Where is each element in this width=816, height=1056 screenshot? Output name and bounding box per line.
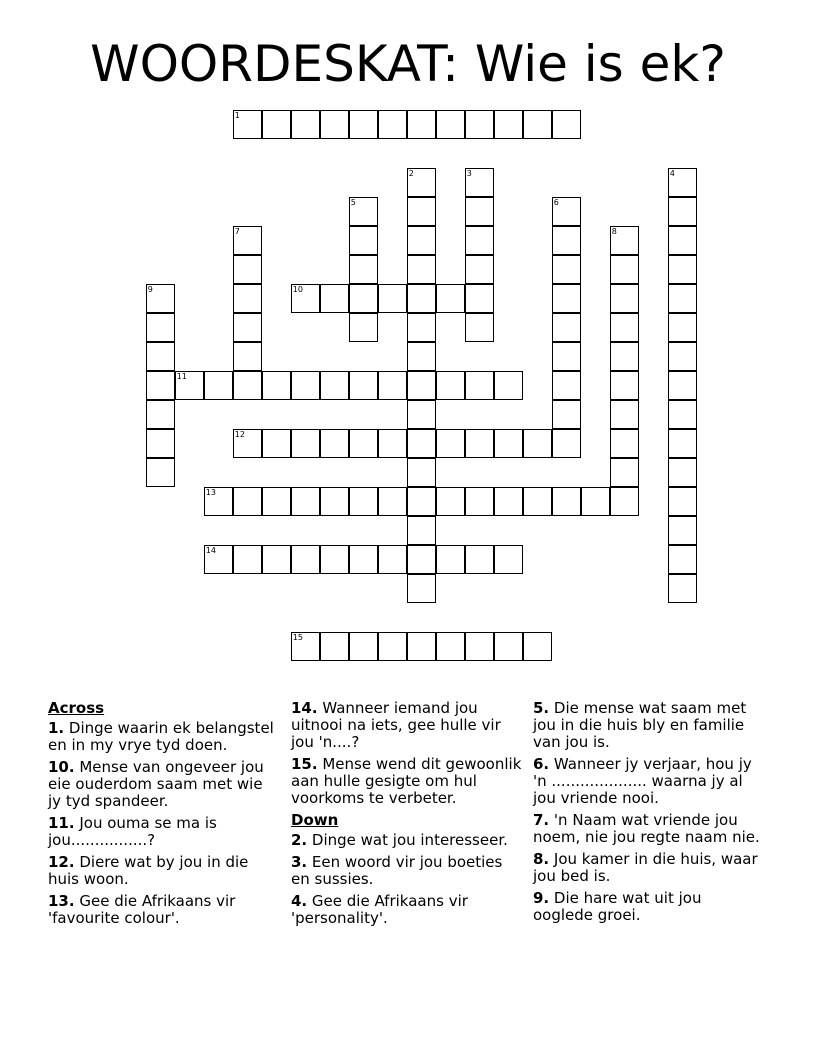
grid-cell[interactable] [668,255,697,284]
clue-down-6: 6. Wanneer jy verjaar, hou jy 'n .................... waarna jy al jou vriende nooi. [533,755,752,807]
grid-cell[interactable] [552,284,581,313]
clue-number: 3 [466,168,472,178]
page-title: WOORDESKAT: Wie is ek? [90,35,726,93]
grid-cell[interactable] [552,226,581,255]
grid-cell[interactable] [291,545,320,574]
grid-cell[interactable] [349,226,378,255]
grid-cell[interactable] [262,487,291,516]
grid-cell[interactable] [407,545,436,574]
grid-cell[interactable] [175,371,204,400]
clue-across-15: 15. Mense wend dit gewoonlik aan hulle gesigte om hul voorkoms te verbeter. [291,755,522,807]
grid-cell[interactable] [610,226,639,255]
grid-cell[interactable] [465,313,494,342]
grid-cell[interactable] [262,545,291,574]
grid-cell[interactable] [407,487,436,516]
grid-cell[interactable] [668,400,697,429]
clue-number: 12 [234,429,245,439]
grid-cell[interactable] [407,168,436,197]
clue-down-3: 3. Een woord vir jou boeties en sussies. [291,853,503,888]
grid-cell[interactable] [233,371,262,400]
grid-cell[interactable] [552,342,581,371]
clue-across-14: 14. Wanneer iemand jou uitnooi na iets, gee hulle vir jou 'n....? [291,699,501,751]
grid-cell[interactable] [668,168,697,197]
grid-cell[interactable] [668,545,697,574]
grid-cell[interactable] [407,226,436,255]
grid-cell[interactable] [552,110,581,139]
grid-cell[interactable] [552,487,581,516]
grid-cell[interactable] [320,284,349,313]
grid-cell[interactable] [291,487,320,516]
grid-cell[interactable] [233,110,262,139]
grid-cell[interactable] [204,487,233,516]
grid-cell[interactable] [378,429,407,458]
grid-cell[interactable] [668,429,697,458]
grid-cell[interactable] [262,429,291,458]
grid-cell[interactable] [291,284,320,313]
grid-cell[interactable] [494,110,523,139]
grid-cell[interactable] [349,545,378,574]
clue-number: 14 [205,545,216,555]
clue-down-8: 8. Jou kamer in die huis, waar jou bed is. [533,850,758,885]
grid-cell[interactable] [320,371,349,400]
grid-cell[interactable] [233,284,262,313]
grid-cell[interactable] [407,255,436,284]
grid-cell[interactable] [349,487,378,516]
grid-cell[interactable] [523,429,552,458]
grid-cell[interactable] [146,313,175,342]
grid-cell[interactable] [523,110,552,139]
grid-cell[interactable] [610,429,639,458]
grid-cell[interactable] [407,371,436,400]
grid-cell[interactable] [668,371,697,400]
grid-cell[interactable] [668,574,697,603]
clue-down-2: 2. Dinge wat jou interesseer. [291,831,508,849]
grid-cell[interactable] [320,429,349,458]
grid-cell[interactable] [610,342,639,371]
grid-cell[interactable] [552,197,581,226]
clue-down-4: 4. Gee die Afrikaans vir 'personality'. [291,892,468,927]
grid-cell[interactable] [407,458,436,487]
grid-cell[interactable] [233,226,262,255]
grid-cell[interactable] [291,110,320,139]
grid-cell[interactable] [407,574,436,603]
grid-cell[interactable] [610,458,639,487]
grid-cell[interactable] [378,284,407,313]
clue-number: 2 [408,168,414,178]
grid-cell[interactable] [378,371,407,400]
grid-cell[interactable] [552,255,581,284]
clue-across-13: 13. Gee die Afrikaans vir 'favourite colour'. [48,892,236,927]
grid-cell[interactable] [552,400,581,429]
grid-cell[interactable] [146,429,175,458]
grid-cell[interactable] [465,487,494,516]
clues-column-1 [48,700,280,932]
clue-number: 7 [234,226,240,236]
clue-across-10: 10. Mense van ongeveer jou eie ouderdom saam met wie jy tyd spandeer. [48,758,264,810]
grid-cell[interactable] [233,429,262,458]
grid-cell[interactable] [146,284,175,313]
grid-cell[interactable] [407,342,436,371]
grid-cell[interactable] [523,487,552,516]
grid-cell[interactable] [436,110,465,139]
grid-cell[interactable] [668,284,697,313]
clues-column-2 [291,700,523,932]
grid-cell[interactable] [349,110,378,139]
grid-cell[interactable] [407,197,436,226]
grid-cell[interactable] [407,313,436,342]
grid-cell[interactable] [668,342,697,371]
grid-cell[interactable] [378,632,407,661]
grid-cell[interactable] [494,632,523,661]
grid-cell[interactable] [262,371,291,400]
clue-number: 13 [205,487,216,497]
clue-number: 1 [234,110,240,120]
grid-cell[interactable] [668,226,697,255]
grid-cell[interactable] [407,632,436,661]
grid-cell[interactable] [465,371,494,400]
grid-cell[interactable] [668,458,697,487]
grid-cell[interactable] [407,400,436,429]
grid-cell[interactable] [436,632,465,661]
grid-cell[interactable] [552,429,581,458]
grid-cell[interactable] [668,197,697,226]
grid-cell[interactable] [349,371,378,400]
grid-cell[interactable] [465,168,494,197]
grid-cell[interactable] [233,255,262,284]
clue-down-5: 5. Die mense wat saam met jou in die huis bly en familie van jou is. [533,699,747,751]
grid-cell[interactable] [494,487,523,516]
grid-cell[interactable] [407,429,436,458]
grid-cell[interactable] [436,371,465,400]
grid-cell[interactable] [233,313,262,342]
grid-cell[interactable] [407,110,436,139]
across-heading: Across [48,699,105,717]
grid-cell[interactable] [668,313,697,342]
grid-cell[interactable] [320,487,349,516]
grid-cell[interactable] [233,487,262,516]
grid-cell[interactable] [204,371,233,400]
grid-cell[interactable] [465,545,494,574]
grid-cell[interactable] [233,342,262,371]
grid-cell[interactable] [291,371,320,400]
grid-cell[interactable] [320,545,349,574]
grid-cell[interactable] [291,429,320,458]
grid-cell[interactable] [349,313,378,342]
grid-cell[interactable] [436,487,465,516]
grid-cell[interactable] [610,371,639,400]
grid-cell[interactable] [146,342,175,371]
grid-cell[interactable] [146,371,175,400]
grid-cell[interactable] [552,371,581,400]
grid-cell[interactable] [320,110,349,139]
clues-column-3 [533,700,765,929]
clue-number: 4 [669,168,675,178]
grid-cell[interactable] [378,110,407,139]
grid-cell[interactable] [436,284,465,313]
grid-cell[interactable] [349,255,378,284]
clue-number: 5 [350,197,356,207]
grid-cell[interactable] [494,429,523,458]
grid-cell[interactable] [610,284,639,313]
grid-cell[interactable] [436,545,465,574]
grid-cell[interactable] [378,545,407,574]
grid-cell[interactable] [407,284,436,313]
clue-down-7: 7. 'n Naam wat vriende jou noem, nie jou regte naam nie. [533,811,760,846]
grid-cell[interactable] [146,458,175,487]
down-heading: Down [291,811,339,829]
grid-cell[interactable] [465,632,494,661]
grid-cell[interactable] [233,545,262,574]
clue-number: 15 [292,632,303,642]
grid-cell[interactable] [378,487,407,516]
grid-cell[interactable] [465,226,494,255]
grid-cell[interactable] [349,632,378,661]
clue-across-11: 11. Jou ouma se ma is jou................? [48,814,217,849]
grid-cell[interactable] [291,632,320,661]
grid-cell[interactable] [523,632,552,661]
grid-cell[interactable] [552,313,581,342]
grid-cell[interactable] [465,429,494,458]
clue-down-9: 9. Die hare wat uit jou ooglede groei. [533,889,702,924]
grid-cell[interactable] [320,632,349,661]
grid-cell[interactable] [465,197,494,226]
grid-cell[interactable] [581,487,610,516]
grid-cell[interactable] [262,110,291,139]
grid-cell[interactable] [465,255,494,284]
grid-cell[interactable] [349,197,378,226]
grid-cell[interactable] [610,487,639,516]
clue-across-1: 1. Dinge waarin ek belangstel en in my vrye tyd doen. [48,719,274,754]
grid-cell[interactable] [204,545,233,574]
clue-number: 11 [176,371,187,381]
grid-cell[interactable] [610,255,639,284]
clue-number: 10 [292,284,303,294]
grid-cell[interactable] [146,400,175,429]
clue-number: 8 [611,226,617,236]
grid-cell[interactable] [436,429,465,458]
grid-cell[interactable] [349,429,378,458]
clue-number: 6 [553,197,559,207]
grid-cell[interactable] [465,110,494,139]
grid-cell[interactable] [668,516,697,545]
grid-cell[interactable] [407,516,436,545]
grid-cell[interactable] [349,284,378,313]
grid-cell[interactable] [668,487,697,516]
grid-cell[interactable] [494,371,523,400]
grid-cell[interactable] [465,284,494,313]
grid-cell[interactable] [494,545,523,574]
clue-across-12: 12. Diere wat by jou in die huis woon. [48,853,249,888]
grid-cell[interactable] [610,400,639,429]
clue-number: 9 [147,284,153,294]
grid-cell[interactable] [610,313,639,342]
